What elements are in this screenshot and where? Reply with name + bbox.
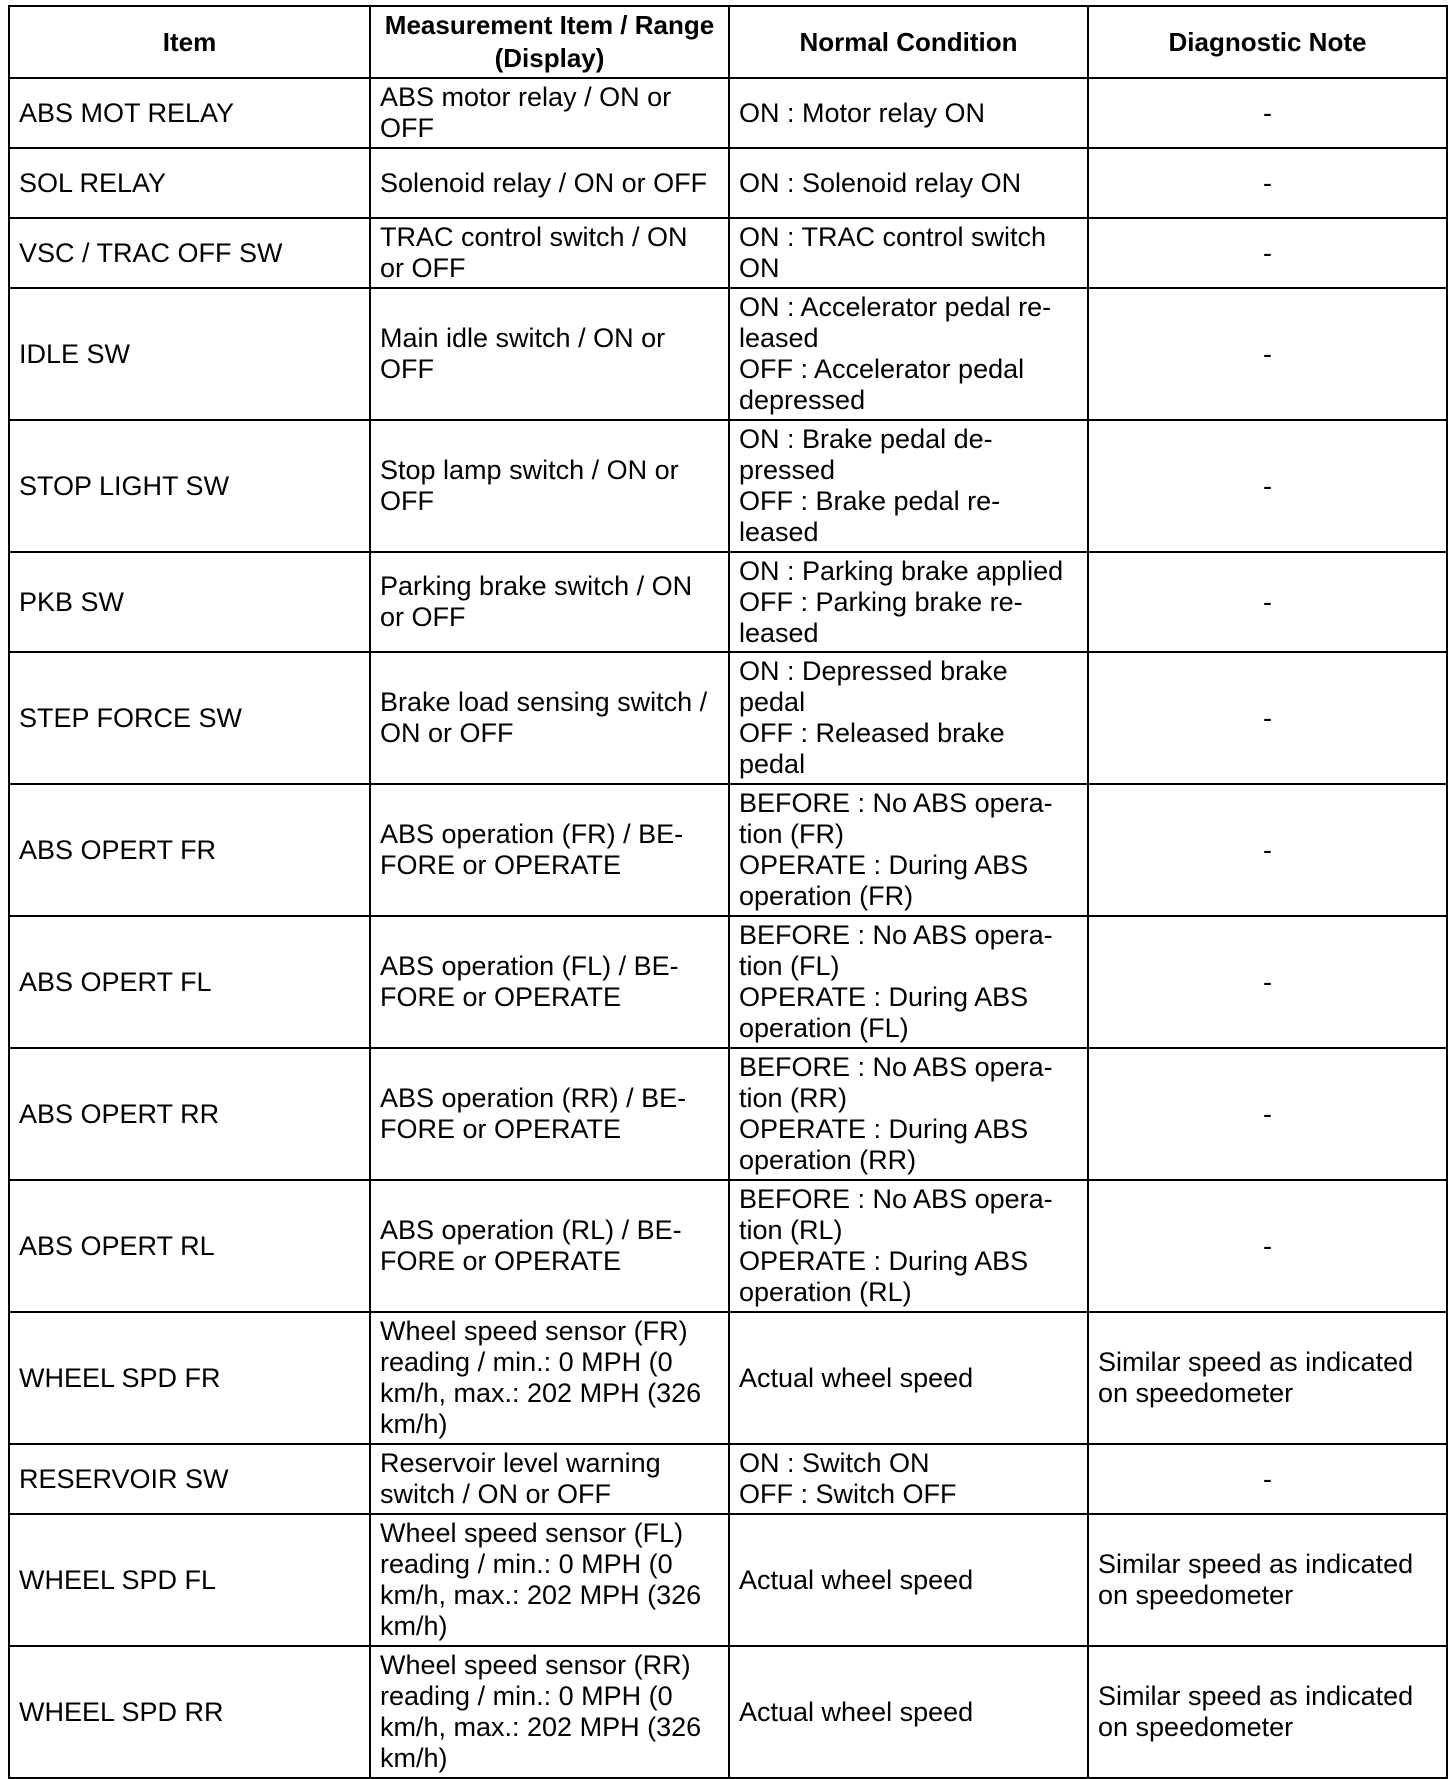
row-note-cell: - xyxy=(1088,420,1447,552)
row-condition-cell: BEFORE : No ABS opera- tion (RL) OPERATE : During ABS operation (RL) xyxy=(729,1180,1088,1312)
row-condition-cell: ON : Switch ON OFF : Switch OFF xyxy=(729,1444,1088,1514)
table-row xyxy=(9,1444,1447,1514)
row-condition-cell: ON : Depressed brake pedal OFF : Released brake pedal xyxy=(729,652,1088,784)
row-note-cell: - xyxy=(1088,1444,1447,1514)
row-note-cell: Similar speed as indicated on speedometer xyxy=(1088,1514,1447,1646)
row-measurement-cell: Main idle switch / ON or OFF xyxy=(370,288,729,420)
row-note-cell: - xyxy=(1088,218,1447,288)
row-measurement-cell: ABS operation (FR) / BE- FORE or OPERATE xyxy=(370,784,729,916)
row-item-cell: ABS MOT RELAY xyxy=(9,78,370,148)
table-row xyxy=(9,1646,1447,1778)
row-note-cell: - xyxy=(1088,552,1447,652)
table-row xyxy=(9,78,1447,148)
row-condition-cell: ON : Accelerator pedal re- leased OFF : Accelerator pedal depressed xyxy=(729,288,1088,420)
row-note-cell: - xyxy=(1088,784,1447,916)
row-condition-cell: ON : Solenoid relay ON xyxy=(729,148,1088,218)
row-item-cell: WHEEL SPD FL xyxy=(9,1514,370,1646)
header-row xyxy=(9,6,1447,78)
row-condition-cell: BEFORE : No ABS opera- tion (RR) OPERATE : During ABS operation (RR) xyxy=(729,1048,1088,1180)
row-item-cell: ABS OPERT FR xyxy=(9,784,370,916)
row-item-cell: VSC / TRAC OFF SW xyxy=(9,218,370,288)
row-condition-cell: BEFORE : No ABS opera- tion (FL) OPERATE : During ABS operation (FL) xyxy=(729,916,1088,1048)
row-item-cell: IDLE SW xyxy=(9,288,370,420)
row-note-cell: Similar speed as indicated on speedometer xyxy=(1088,1312,1447,1444)
table-row xyxy=(9,652,1447,784)
row-note-cell: - xyxy=(1088,1180,1447,1312)
row-measurement-cell: Wheel speed sensor (RR) reading / min.: 0 MPH (0 km/h, max.: 202 MPH (326 km/h) xyxy=(370,1646,729,1778)
row-note-cell: Similar speed as indicated on speedometer xyxy=(1088,1646,1447,1778)
header-measurement: Measurement Item / Range (Display) xyxy=(370,6,729,78)
table-row xyxy=(9,148,1447,218)
diagnostic-data-table xyxy=(8,5,1448,1779)
row-condition-cell: ON : Brake pedal de- pressed OFF : Brake pedal re- leased xyxy=(729,420,1088,552)
row-item-cell: ABS OPERT RR xyxy=(9,1048,370,1180)
row-note-cell: - xyxy=(1088,1048,1447,1180)
row-measurement-cell: ABS operation (RR) / BE- FORE or OPERATE xyxy=(370,1048,729,1180)
row-measurement-cell: Wheel speed sensor (FL) reading / min.: 0 MPH (0 km/h, max.: 202 MPH (326 km/h) xyxy=(370,1514,729,1646)
row-item-cell: STOP LIGHT SW xyxy=(9,420,370,552)
row-measurement-cell: Stop lamp switch / ON or OFF xyxy=(370,420,729,552)
row-condition-cell: ON : Parking brake applied OFF : Parking brake re- leased xyxy=(729,552,1088,652)
table-row xyxy=(9,1312,1447,1444)
row-note-cell: - xyxy=(1088,148,1447,218)
row-note-cell: - xyxy=(1088,916,1447,1048)
row-condition-cell: Actual wheel speed xyxy=(729,1514,1088,1646)
table-body xyxy=(9,78,1447,1778)
row-item-cell: ABS OPERT RL xyxy=(9,1180,370,1312)
table-row xyxy=(9,1514,1447,1646)
row-condition-cell: ON : TRAC control switch ON xyxy=(729,218,1088,288)
row-condition-cell: BEFORE : No ABS opera- tion (FR) OPERATE : During ABS operation (FR) xyxy=(729,784,1088,916)
row-item-cell: WHEEL SPD RR xyxy=(9,1646,370,1778)
row-item-cell: SOL RELAY xyxy=(9,148,370,218)
row-item-cell: RESERVOIR SW xyxy=(9,1444,370,1514)
header-item: Item xyxy=(9,6,370,78)
row-measurement-cell: Brake load sensing switch / ON or OFF xyxy=(370,652,729,784)
table-row xyxy=(9,1180,1447,1312)
table-row xyxy=(9,916,1447,1048)
row-measurement-cell: ABS operation (RL) / BE- FORE or OPERATE xyxy=(370,1180,729,1312)
header-diagnostic-note: Diagnostic Note xyxy=(1088,6,1447,78)
row-measurement-cell: Reservoir level warning switch / ON or OFF xyxy=(370,1444,729,1514)
row-note-cell: - xyxy=(1088,652,1447,784)
row-condition-cell: ON : Motor relay ON xyxy=(729,78,1088,148)
row-measurement-cell: ABS motor relay / ON or OFF xyxy=(370,78,729,148)
table-row xyxy=(9,218,1447,288)
row-measurement-cell: Wheel speed sensor (FR) reading / min.: 0 MPH (0 km/h, max.: 202 MPH (326 km/h) xyxy=(370,1312,729,1444)
header-normal-condition: Normal Condition xyxy=(729,6,1088,78)
row-condition-cell: Actual wheel speed xyxy=(729,1312,1088,1444)
row-item-cell: PKB SW xyxy=(9,552,370,652)
row-item-cell: STEP FORCE SW xyxy=(9,652,370,784)
table-row xyxy=(9,552,1447,652)
table-row xyxy=(9,1048,1447,1180)
row-item-cell: ABS OPERT FL xyxy=(9,916,370,1048)
table-row xyxy=(9,288,1447,420)
row-condition-cell: Actual wheel speed xyxy=(729,1646,1088,1778)
row-measurement-cell: ABS operation (FL) / BE- FORE or OPERATE xyxy=(370,916,729,1048)
table-row xyxy=(9,784,1447,916)
row-item-cell: WHEEL SPD FR xyxy=(9,1312,370,1444)
row-measurement-cell: Solenoid relay / ON or OFF xyxy=(370,148,729,218)
row-measurement-cell: TRAC control switch / ON or OFF xyxy=(370,218,729,288)
table-row xyxy=(9,420,1447,552)
row-note-cell: - xyxy=(1088,288,1447,420)
row-note-cell: - xyxy=(1088,78,1447,148)
row-measurement-cell: Parking brake switch / ON or OFF xyxy=(370,552,729,652)
